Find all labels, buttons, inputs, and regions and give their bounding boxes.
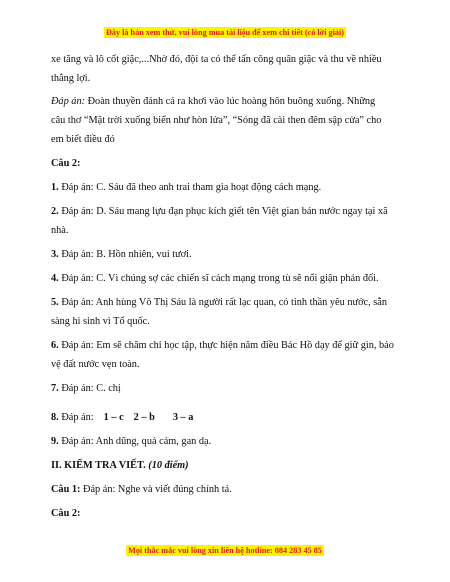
item-2-continuation: nhà.: [51, 225, 69, 236]
item-text: Đáp án: Em sẽ chăm chỉ học tập, thực hiện năm điều Bác Hồ dạy để giữ gìn, bảo: [61, 340, 394, 351]
item-number: 3.: [51, 249, 59, 260]
item-4: [51, 269, 401, 288]
item-number: 9.: [51, 436, 59, 447]
question-1-text: Đáp án: Nghe và viết đúng chính tả.: [80, 484, 232, 495]
item-6: [51, 336, 401, 355]
item-number: 8.: [51, 412, 59, 423]
item-number: 5.: [51, 297, 59, 308]
item-number: 6.: [51, 340, 59, 351]
answer-line-2: câu thơ “Mặt trời xuống biển như hòn lửa”, “Sóng đã cài then đêm sập cửa” cho: [51, 115, 382, 126]
item-text: Đáp án: Anh dũng, quả cảm, gan dạ.: [61, 436, 212, 447]
preview-notice-text: Đây là bản xem thử, vui lòng mua tài liệu để xem chi tiết (có lời giải): [105, 27, 344, 37]
item-6-continuation: vệ đất nước vẹn toàn.: [51, 359, 140, 370]
answer-text-1: Đoàn thuyền đánh cá ra khơi vào lúc hoàng hôn buông xuống. Những: [85, 96, 376, 107]
answer-line-1: [51, 92, 401, 111]
hotline-notice-text: Mọi thắc mắc vui lòng xin liên hệ hotline: 084 283 45 85: [128, 545, 322, 555]
intro-line-2: thắng lợi.: [51, 73, 91, 84]
section-2-heading: [51, 456, 401, 475]
section-2-title: II. KIỂM TRA VIẾT.: [51, 460, 146, 471]
match-b: 2 – b: [133, 412, 155, 423]
item-number: 2.: [51, 206, 59, 217]
hotline-notice-banner: [0, 544, 450, 556]
item-5: [51, 293, 401, 312]
item-9: [51, 432, 401, 451]
item-text: Đáp án: B. Hồn nhiên, vui tươi.: [61, 249, 192, 260]
question-2-heading: Câu 2:: [51, 158, 81, 169]
match-a: 1 – c: [103, 412, 124, 423]
answer-label: Đáp án:: [51, 96, 86, 107]
document-body: [51, 50, 401, 523]
item-1: [51, 178, 401, 197]
item-5-continuation: sàng hi sinh vì Tổ quốc.: [51, 316, 150, 327]
question-1-label: Câu 1:: [51, 484, 81, 495]
item-3: [51, 245, 401, 264]
item-number: 1.: [51, 182, 59, 193]
item-8-label: Đáp án:: [61, 412, 94, 423]
item-number: 7.: [51, 383, 59, 394]
match-c: 3 – a: [172, 412, 194, 423]
item-text: Đáp án: D. Sáu mang lựu đạn phục kích giết tên Việt gian bán nước ngay tại xã: [61, 206, 388, 217]
intro-line-1: xe tăng và lô cốt giặc,...Nhờ đó, đội ta có thể tấn công quân giặc và thu về nhiều: [51, 54, 382, 65]
item-text: Đáp án: C. Vì chúng sợ các chiến sĩ cách mạng trong tù sẽ nổi giận phản đối.: [61, 273, 379, 284]
item-text: Đáp án: C. Sáu đã theo anh trai tham gia hoạt động cách mạng.: [61, 182, 322, 193]
item-2: [51, 202, 401, 221]
item-8: [51, 408, 401, 427]
section-2-points: (10 điểm): [148, 460, 189, 471]
preview-notice-banner: [0, 26, 450, 38]
item-text: Đáp án: Anh hùng Võ Thị Sáu là người rất lạc quan, có tinh thần yêu nước, sẵn: [61, 297, 387, 308]
item-7: [51, 379, 401, 398]
question-2-end-heading: Câu 2:: [51, 508, 81, 519]
answer-line-3: em biết điều đó: [51, 134, 115, 145]
item-number: 4.: [51, 273, 59, 284]
question-1-line: [51, 480, 401, 499]
item-text: Đáp án: C. chị: [61, 383, 121, 394]
